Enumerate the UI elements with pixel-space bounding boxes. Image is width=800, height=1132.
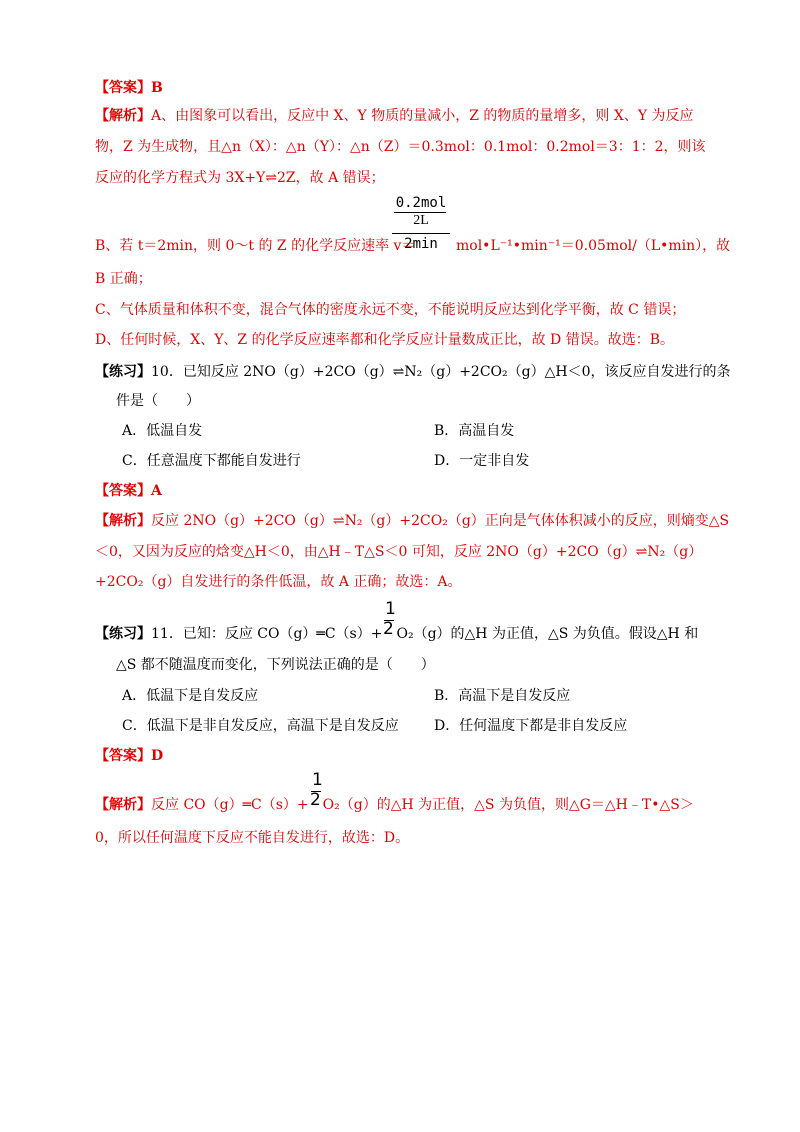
q9-analysis-line2: 物，Z 为生成物，且△n（X）：△n（Y）：△n（Z）＝0.3mol：0.1mol：0.2mol＝3：1：2，则该 (95, 139, 706, 155)
q11-option-b: B．高温下是自发反应 (434, 688, 571, 704)
q10-stem-line2: 件是（ ） (116, 393, 200, 409)
q11-option-d: D．任何温度下都是非自发反应 (434, 718, 628, 734)
q10-analysis-line2: ＜0，又因为反应的焓变△H＜0，由△H﹣T△S＜0 可知，反应 2NO（g）+2CO（g）⇌N₂（g） (95, 544, 703, 560)
q9-analysis-b-pre: B、若 t＝2min，则 0～t 的 Z 的化学反应速率 v＝ (95, 238, 416, 254)
q11-analysis-line2: 0，所以任何温度下反应不能自发进行，故选：D。 (95, 830, 410, 846)
q9-analysis-d: D、任何时候，X、Y、Z 的化学反应速率都和化学反应计量数成正比，故 D 错误。故选：B。 (95, 332, 675, 348)
fraction-bottom: 2min (404, 236, 438, 252)
q10-analysis-line1: 【解析】反应 2NO（g）+2CO（g）⇌N₂（g）+2CO₂（g）正向是气体体积减小的反应，则熵变△S (95, 513, 730, 529)
q9-analysis-c: C、气体质量和体积不变，混合气体的密度永远不变，不能说明反应达到化学平衡，故 C 错误； (95, 302, 686, 318)
q10-answer: 【答案】A (95, 483, 162, 499)
q9-analysis-b-post: mol•L⁻¹•min⁻¹＝0.05mol/（L•min），故 (456, 238, 731, 254)
q11-stem-line2: △S 都不随温度而变化，下列说法正确的是（ ） (116, 657, 435, 673)
q11-half-den: 2 (383, 619, 394, 639)
answer-value: B (151, 80, 163, 96)
q11-analysis-half-num: 1 (312, 770, 323, 790)
answer-label: 【答案】 (95, 80, 151, 96)
q11-stem-line1: 【练习】11．已知：反应 CO（g）═C（s）+ O₂（g）的△H 为正值，△S 为负值。假设△H 和 (95, 626, 699, 642)
q11-half-num: 1 (385, 599, 396, 619)
q11-analysis-line1: 【解析】反应 CO（g）═C（s）+ O₂（g）的△H 为正值，△S 为负值，则△G＝△H﹣T•△S＞ (95, 797, 694, 813)
q9-analysis-b-line2: B 正确； (95, 271, 152, 287)
q9-answer (95, 78, 163, 98)
q9-analysis-line3: 反应的化学方程式为 3X+Y⇌2Z，故 A 错误； (95, 170, 385, 186)
q10-analysis-line3: +2CO₂（g）自发进行的条件低温，故 A 正确；故选：A。 (95, 574, 462, 590)
q10-option-d: D．一定非自发 (434, 453, 530, 469)
q9-analysis-line1: 【解析】A、由图象可以看出，反应中 X、Y 物质的量减小，Z 的物质的量增多，则 X、Y 为反应 (95, 108, 694, 124)
exercise-label: 【练习】 (95, 626, 151, 642)
q10-stem-line1: 【练习】10．已知反应 2NO（g）+2CO（g）⇌N₂（g）+2CO₂（g）△H＜0，该反应自发进行的条 (95, 364, 731, 380)
q11-analysis-half-den: 2 (310, 790, 321, 810)
analysis-label: 【解析】 (95, 108, 151, 124)
q11-option-a: A．低温下是自发反应 (122, 688, 259, 704)
q10-option-b: B．高温自发 (434, 423, 515, 439)
exercise-label: 【练习】 (95, 364, 151, 380)
answer-value: A (151, 483, 162, 499)
answer-value: D (151, 748, 164, 764)
q10-option-c: C．任意温度下都能自发进行 (122, 453, 301, 469)
fraction-top: 0.2mol (395, 195, 447, 211)
fraction-bar-main (392, 233, 450, 234)
q11-option-c: C．低温下是非自发反应，高温下是自发反应 (122, 718, 399, 734)
q10-option-a: A．低温自发 (122, 423, 203, 439)
fraction-mid: 2L (413, 213, 429, 228)
q11-answer: 【答案】D (95, 748, 164, 764)
